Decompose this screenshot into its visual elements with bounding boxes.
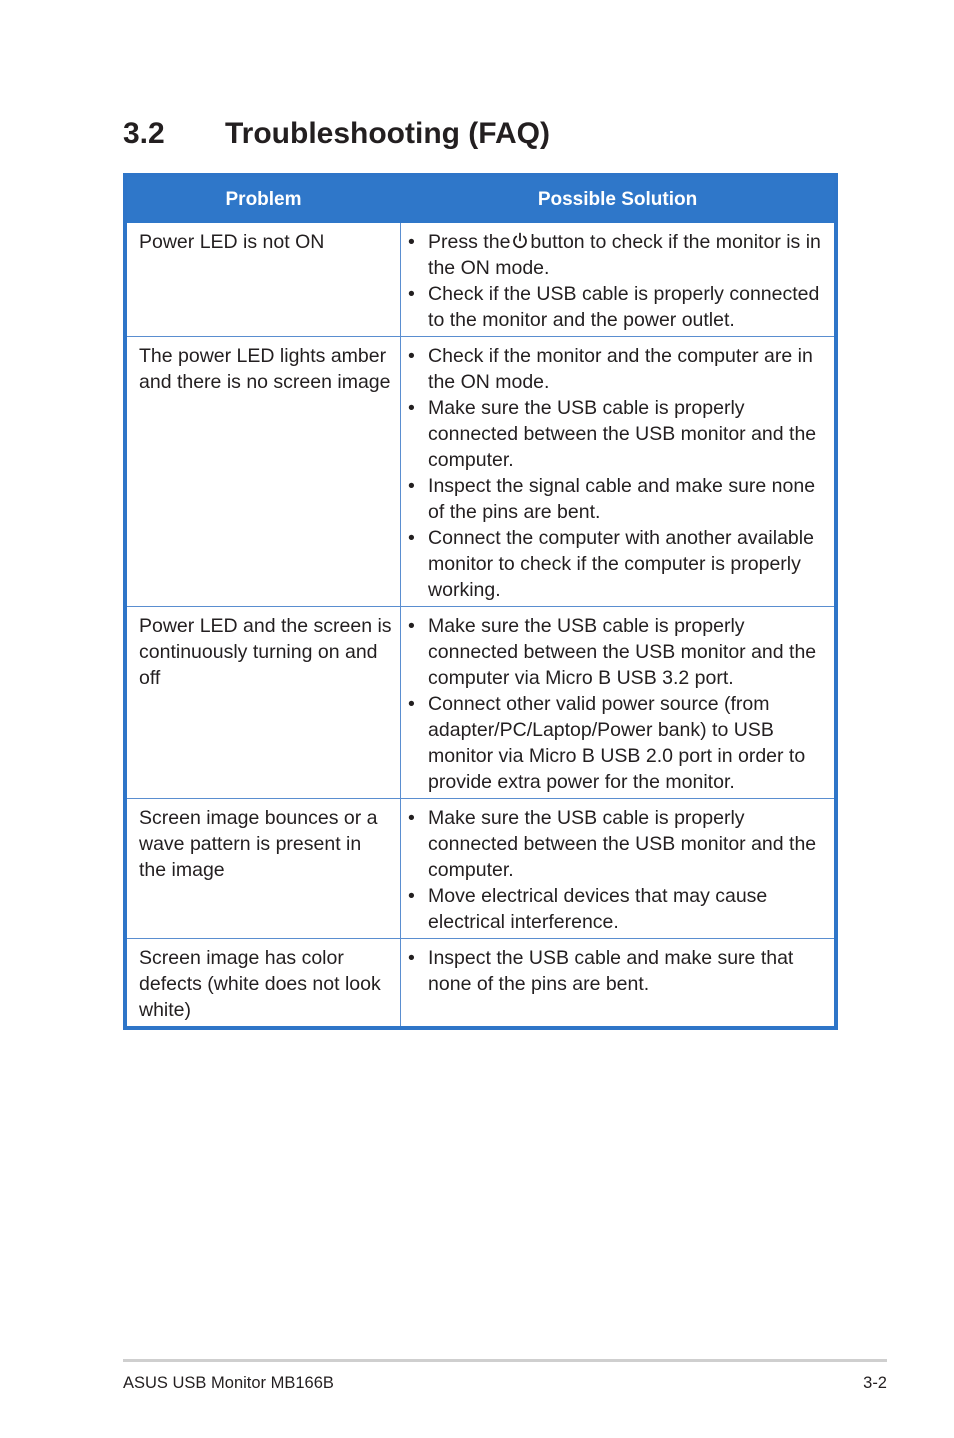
problem-cell: Screen image has color defects (white does not look white)	[125, 939, 401, 1029]
solution-item: • Check if the monitor and the computer are in the ON mode.	[408, 345, 813, 393]
section-title-text: Troubleshooting (FAQ)	[225, 117, 550, 150]
table-row	[125, 939, 836, 1029]
problem-cell: Power LED and the screen is continuously turning on and off	[125, 607, 401, 799]
solution-cell	[401, 223, 836, 337]
solution-item: • Make sure the USB cable is properly connected between the USB monitor and the computer via Micro B USB 3.2 port.	[408, 615, 817, 689]
solution-list	[406, 613, 826, 795]
solution-column-header: Possible Solution	[401, 175, 836, 223]
table-row	[125, 799, 836, 939]
solution-item: • Connect other valid power source (from adapter/PC/Laptop/Power bank) to USB monitor via Micro B USB 2.0 port in order to provide extra power for the monitor.	[408, 693, 806, 793]
table-row	[125, 337, 836, 607]
solution-list	[406, 805, 826, 935]
solution-item: • Inspect the signal cable and make sure none of the pins are bent.	[408, 475, 816, 523]
table-header-row	[125, 175, 836, 223]
table-row	[125, 607, 836, 799]
solution-cell	[401, 799, 836, 939]
solution-cell	[401, 607, 836, 799]
footer-divider	[123, 1359, 887, 1362]
solution-cell	[401, 939, 836, 1029]
problem-cell: The power LED lights amber and there is no screen image	[125, 337, 401, 607]
solution-item: • Connect the computer with another available monitor to check if the computer is properly working.	[408, 527, 814, 601]
section-number: 3.2	[123, 117, 165, 150]
table-row	[125, 223, 836, 337]
solution-item: • Make sure the USB cable is properly connected between the USB monitor and the computer.	[408, 397, 817, 471]
faq-table	[123, 173, 838, 1030]
power-icon	[512, 232, 528, 250]
problem-cell: Screen image bounces or a wave pattern is present in the image	[125, 799, 401, 939]
solution-item: • Move electrical devices that may cause electrical interference.	[408, 885, 768, 933]
solution-item: • Inspect the USB cable and make sure that none of the pins are bent.	[408, 947, 794, 995]
solution-list	[406, 229, 826, 333]
solution-item: • Press the button to check if the monitor is in the ON mode.	[408, 231, 821, 279]
problem-cell: Power LED is not ON	[125, 223, 401, 337]
solution-text-before-icon: Press the	[428, 231, 511, 253]
solution-list	[406, 343, 826, 603]
footer-page-number: 3-2	[863, 1374, 887, 1392]
solution-text-after-icon: button to check if the monitor is in the ON mode.	[428, 231, 821, 279]
solution-list	[406, 945, 826, 997]
section-title	[123, 112, 550, 156]
problem-column-header: Problem	[125, 175, 401, 223]
solution-cell	[401, 337, 836, 607]
solution-item: • Make sure the USB cable is properly connected between the USB monitor and the computer.	[408, 807, 817, 881]
footer-product-name: ASUS USB Monitor MB166B	[123, 1374, 334, 1392]
solution-item: • Check if the USB cable is properly connected to the monitor and the power outlet.	[408, 283, 820, 331]
